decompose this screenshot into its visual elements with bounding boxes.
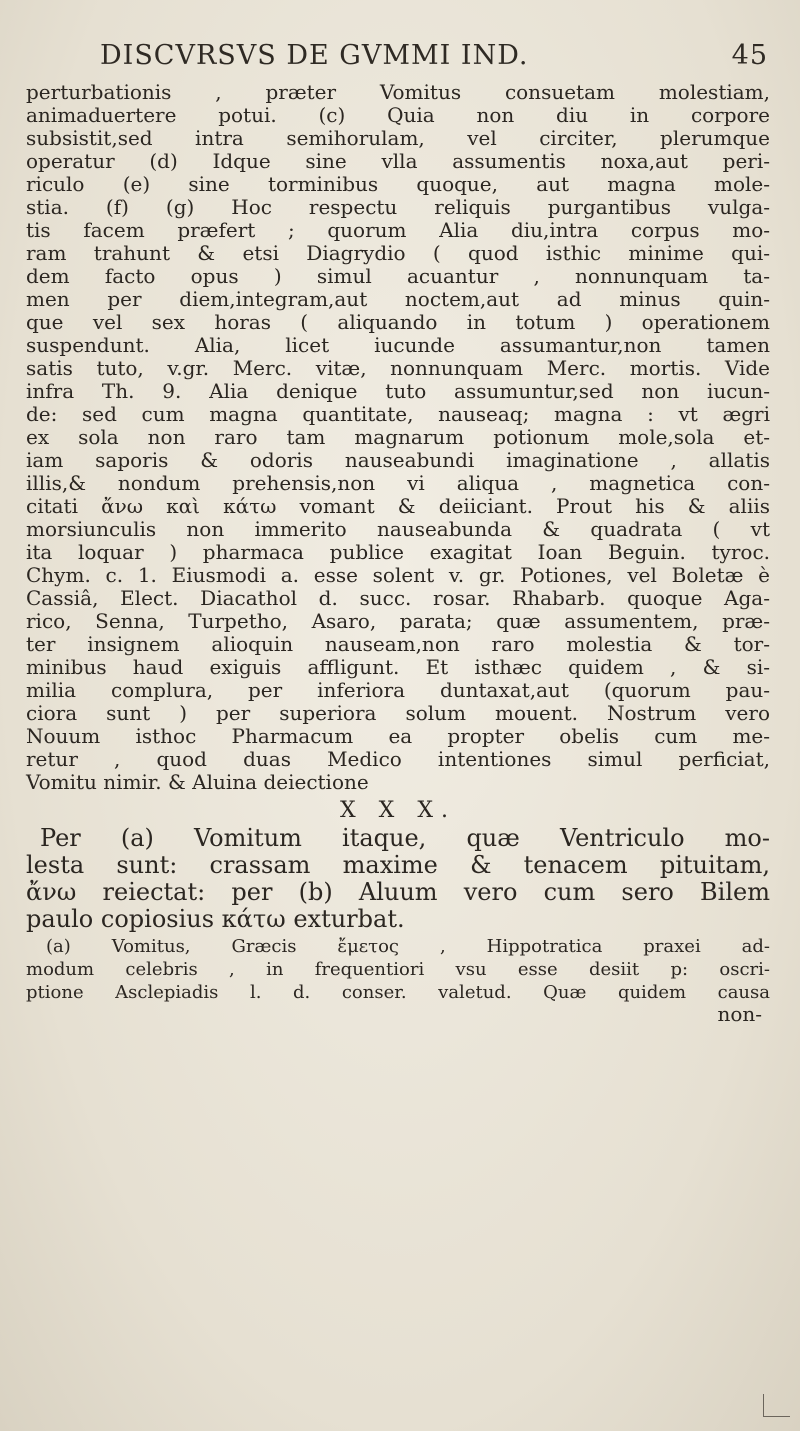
thesis-paragraph (26, 825, 770, 933)
text-line: ram trahunt & etsi Diagrydio ( quod isthic minime qui- (26, 241, 770, 265)
text-line: satis tuto, v.gr. Merc. vitæ, nonnunquam Merc. mortis. Vide (26, 356, 770, 380)
text-line: illis,& nondum prehensis,non vi aliqua , magnetica con- (26, 471, 770, 495)
text-line: morsiunculis non immerito nauseabunda & quadrata ( vt (26, 517, 770, 541)
text-line: Chym. c. 1. Eiusmodi a. esse solent v. gr. Potiones, vel Boletæ è (26, 563, 770, 587)
text-line: milia complura, per inferiora duntaxat,aut (quorum pau- (26, 678, 770, 702)
running-head (100, 40, 770, 71)
text-line: ἄνω reiectat: per (b) Aluum vero cum sero Bilem (26, 878, 770, 906)
text-line: ciora sunt ) per superiora solum mouent. Nostrum vero (26, 701, 770, 725)
text-line: ptione Asclepiadis l. d. conser. valetud. Quæ quidem causa (26, 982, 770, 1003)
text-line: infra Th. 9. Alia denique tuto assumuntur,sed non iucun- (26, 379, 770, 403)
text-line: lesta sunt: crassam maxime & tenacem pituitam, (26, 851, 770, 879)
catchword: non- (717, 1002, 762, 1026)
annotation-paragraph (26, 935, 770, 1004)
text-line: de: sed cum magna quantitate, nauseaq; magna : vt ægri (26, 402, 770, 426)
text-line: minibus haud exiguis affligunt. Et isthæc quidem , & si- (26, 655, 770, 679)
text-line: operatur (d) Idque sine vlla assumentis noxa,aut peri- (26, 149, 770, 173)
text-line: citati ἄνω καὶ κάτω vomant & deiiciant. Prout his & aliis (26, 494, 770, 518)
text-line: tis facem præfert ; quorum Alia diu,intra corpus mo- (26, 218, 770, 242)
text-line: Cassiâ, Elect. Diacathol d. succ. rosar. Rhabarb. quoque Aga- (26, 586, 770, 610)
text-line: Per (a) Vomitum itaque, quæ Ventriculo mo- (40, 824, 770, 852)
main-paragraph (26, 81, 770, 794)
text-line: ter insignem alioquin nauseam,non raro molestia & tor- (26, 632, 770, 656)
text-line: animaduertere potui. (c) Quia non diu in corpore (26, 103, 770, 127)
text-line: retur , quod duas Medico intentiones simul perficiat, (26, 747, 770, 771)
text-line: rico, Senna, Turpetho, Asaro, parata; quæ assumentem, præ- (26, 609, 770, 633)
text-line: paulo copiosius κάτω exturbat. (26, 905, 405, 933)
text-line: modum celebris , in frequentiori vsu esse desiit p: oscri- (26, 959, 770, 980)
text-line: (a) Vomitus, Græcis ἔμετος , Hippotratica praxei ad- (46, 936, 770, 957)
page-corner-mark (763, 1394, 790, 1417)
text-line: Nouum isthoc Pharmacum ea propter obelis cum me- (26, 724, 770, 748)
text-line: iam saporis & odoris nauseabundi imaginatione , allatis (26, 448, 770, 472)
text-line: que vel sex horas ( aliquando in totum ) operationem (26, 310, 770, 334)
text-line: dem facto opus ) simul acuantur , nonnunquam ta- (26, 264, 770, 288)
text-line: stia. (f) (g) Hoc respectu reliquis purgantibus vulga- (26, 195, 770, 219)
section-heading: X X X. (340, 798, 456, 823)
page-number: 45 (731, 40, 768, 71)
text-line: men per diem,integram,aut noctem,aut ad minus quin- (26, 287, 770, 311)
text-line: subsistit,sed intra semihorulam, vel circiter, plerumque (26, 126, 770, 150)
text-line: ita loquar ) pharmaca publice exagitat Ioan Beguin. tyroc. (26, 540, 770, 564)
text-line: riculo (e) sine torminibus quoque, aut magna mole- (26, 172, 770, 196)
text-line: Vomitu nimir. & Aluina deiectione (26, 770, 369, 794)
text-line: ex sola non raro tam magnarum potionum mole,sola et- (26, 425, 770, 449)
running-title: DISCVRSVS DE GVMMI IND. (100, 40, 529, 71)
text-line: suspendunt. Alia, licet iucunde assumantur,non tamen (26, 333, 770, 357)
text-line: perturbationis , præter Vomitus consuetam molestiam, (26, 80, 770, 104)
